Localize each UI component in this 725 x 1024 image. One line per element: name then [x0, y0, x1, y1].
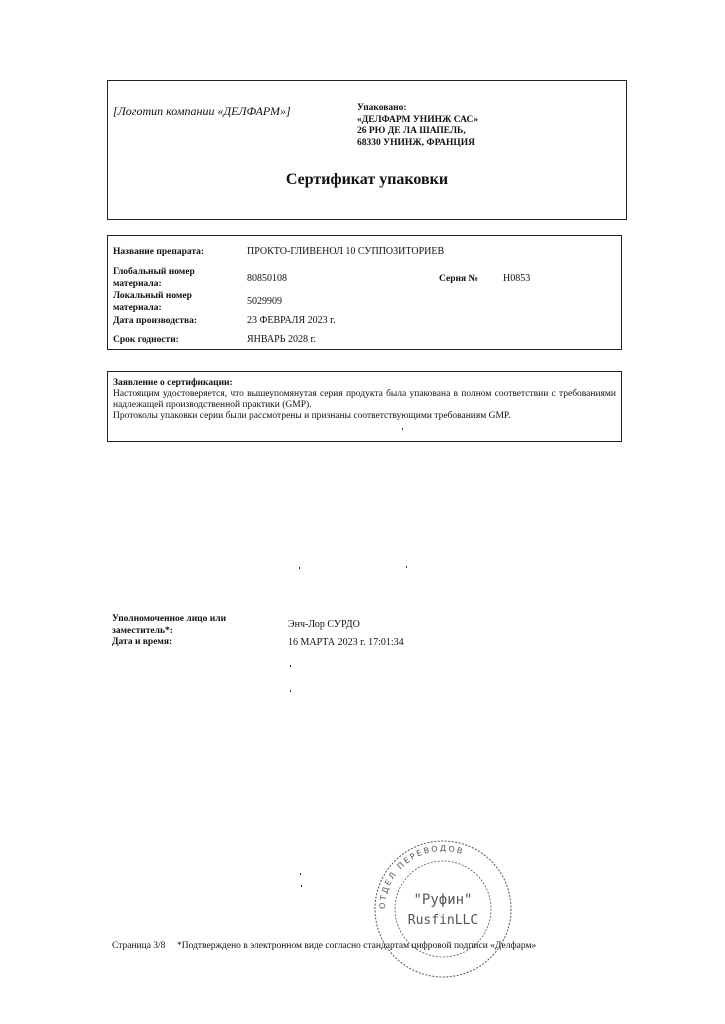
declaration-box: [107, 371, 622, 442]
scan-speck: [300, 873, 301, 875]
scan-speck: [301, 885, 302, 887]
declaration-paragraph: Протоколы упаковки серии были рассмотрены и признаны соответствующими требованиям GMP.: [113, 411, 511, 421]
stamp-line: "Руфин": [413, 892, 473, 908]
company-logo-placeholder: [Логотип компании «ДЕЛФАРМ»]: [113, 104, 291, 118]
authorized-person-value: Энч-Лор СУРДО: [288, 619, 360, 630]
series-value: H0853: [503, 273, 531, 284]
stamp-ring-text: ОТДЕЛ ПЕРЕВОДОВ: [377, 843, 466, 910]
expiry-label: Срок годности:: [113, 335, 179, 345]
global-number-label: Глобальный номер материала:: [113, 267, 195, 289]
scan-speck: [402, 428, 403, 430]
local-number-label: Локальный номер материала:: [113, 291, 192, 313]
packed-by-label: Упаковано:: [357, 103, 407, 113]
product-name-label: Название препарата:: [113, 247, 205, 257]
datetime-value: 16 МАРТА 2023 г. 17:01:34: [288, 637, 404, 648]
scan-speck: [290, 690, 291, 692]
packed-by-block: [357, 103, 478, 149]
packed-by-line: «ДЕЛФАРМ УНИНЖ САС»: [357, 114, 479, 125]
series-label: Серия №: [439, 274, 479, 284]
stamp-line: RusfinLLC: [407, 913, 479, 928]
document-title: Сертификат упаковки: [285, 171, 449, 188]
footer-note: *Подтверждено в электронном виде согласно стандартам цифровой подписи «Делфарм»: [177, 941, 537, 951]
header-box: [107, 80, 627, 220]
datetime-label: Дата и время:: [112, 637, 173, 647]
product-name-value: ПРОКТО-ГЛИВЕНОЛ 10 СУППОЗИТОРИЕВ: [247, 246, 445, 257]
product-info-box: [107, 235, 622, 350]
packed-by-line: 68330 УНИНЖ, ФРАНЦИЯ: [357, 137, 476, 148]
declaration-heading: Заявление о сертификации:: [113, 378, 233, 388]
scan-speck: [290, 665, 291, 667]
declaration-paragraph: Настоящим удостоверяется, что вышеупомянутая серия продукта была упакована в полном соответствии с требованиями надлежащей производственной практики (GMP).: [113, 389, 616, 410]
production-date-value: 23 ФЕВРАЛЯ 2023 г.: [247, 315, 336, 326]
scan-speck: [299, 567, 300, 569]
authorized-person-label: Уполномоченное лицо или заместитель*:: [112, 614, 227, 636]
global-number-value: 80850108: [247, 273, 287, 284]
scan-speck: [406, 566, 407, 568]
expiry-value: ЯНВАРЬ 2028 г.: [247, 334, 316, 345]
local-number-value: 5029909: [247, 296, 282, 307]
page-number: Страница 3/8: [112, 941, 166, 951]
declaration-body: [113, 389, 616, 422]
production-date-label: Дата производства:: [113, 316, 198, 326]
packed-by-line: 26 РЮ ДЕ ЛА ШАПЕЛЬ,: [357, 126, 466, 136]
translation-office-stamp: [372, 838, 514, 980]
